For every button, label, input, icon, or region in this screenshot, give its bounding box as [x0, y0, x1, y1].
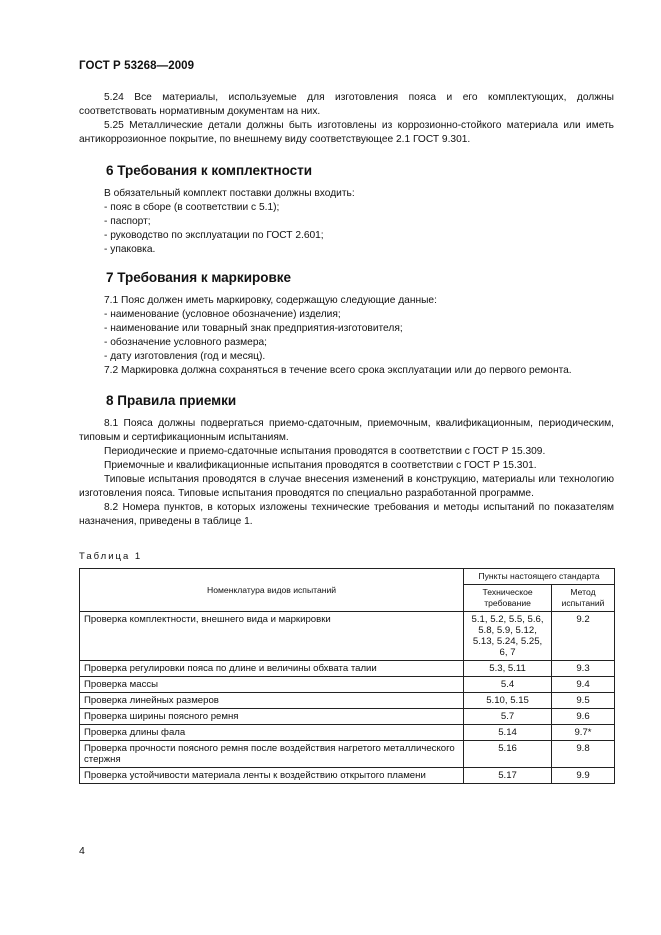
- row-requirement: 5.17: [464, 768, 552, 784]
- row-requirement: 5.10, 5.15: [464, 693, 552, 709]
- section-7-line: 7.1 Пояс должен иметь маркировку, содержащую следующие данные:: [104, 295, 437, 306]
- section-6-body: [79, 187, 614, 257]
- section-6-line: - руководство по эксплуатации по ГОСТ 2.601;: [104, 230, 324, 241]
- section-7-line: - наименование или товарный знак предприятия-изготовителя;: [104, 323, 403, 334]
- page-number: 4: [79, 845, 85, 857]
- section-8-title: 8 Правила приемки: [106, 393, 237, 408]
- section-6-line: - упаковка.: [104, 244, 156, 255]
- section-8-paragraph: Приемочные и квалификационные испытания проводятся в соответствии с ГОСТ Р 15.301.: [104, 460, 537, 471]
- clauses-5: [79, 91, 614, 147]
- table-row: [80, 677, 615, 693]
- row-method: 9.9: [552, 768, 615, 784]
- table-row: [80, 725, 615, 741]
- section-7-line: - дату изготовления (год и месяц).: [104, 351, 266, 362]
- clause-5-25: 5.25 Металлические детали должны быть изготовлены из коррозионно-стойкого материала или иметь антикоррозионное покрытие, по внешнему виду соответствующее 2.1 ГОСТ 9.301.: [79, 120, 614, 145]
- section-6-title: 6 Требования к комплектности: [106, 163, 313, 178]
- section-6-line: - пояс в сборе (в соответствии с 5.1);: [104, 202, 280, 213]
- row-test-name: Проверка комплектности, внешнего вида и маркировки: [80, 612, 464, 661]
- row-test-name: Проверка массы: [80, 677, 464, 693]
- section-6-line: - паспорт;: [104, 216, 151, 227]
- header-test-types: Номенклатура видов испытаний: [80, 569, 464, 612]
- row-method: 9.4: [552, 677, 615, 693]
- header-test-method: Метод испытаний: [552, 585, 615, 612]
- table-header-row: [80, 569, 615, 585]
- table-row: [80, 661, 615, 677]
- row-test-name: Проверка прочности поясного ремня после воздействия нагретого металлического стержня: [80, 741, 464, 768]
- clause-5-24: 5.24 Все материалы, используемые для изготовления пояса и его комплектующих, должны соответствовать нормативным документам на них.: [79, 92, 614, 117]
- row-test-name: Проверка длины фала: [80, 725, 464, 741]
- row-method: 9.5: [552, 693, 615, 709]
- section-7-line: 7.2 Маркировка должна сохраняться в течение всего срока эксплуатации или до первого ремонта.: [104, 365, 572, 376]
- standard-header: ГОСТ Р 53268—2009: [79, 60, 195, 72]
- row-method: 9.2: [552, 612, 615, 661]
- section-6-line: В обязательный комплект поставки должны входить:: [104, 188, 355, 199]
- section-7-line: - наименование (условное обозначение) изделия;: [104, 309, 341, 320]
- table-row: [80, 709, 615, 725]
- header-technical-requirement: Техническое требование: [464, 585, 552, 612]
- section-7-body: [79, 294, 614, 378]
- row-method: 9.7*: [552, 725, 615, 741]
- section-8-paragraph: 8.1 Пояса должны подвергаться приемо-сдаточным, приемочным, квалификационным, периодическим, типовым и сертификационным испытаниям.: [79, 418, 614, 443]
- row-requirement: 5.7: [464, 709, 552, 725]
- table-row: [80, 741, 615, 768]
- row-method: 9.3: [552, 661, 615, 677]
- header-clauses-group: Пункты настоящего стандарта: [464, 569, 615, 585]
- table-caption: Таблица 1: [79, 551, 143, 562]
- row-requirement: 5.3, 5.11: [464, 661, 552, 677]
- row-test-name: Проверка линейных размеров: [80, 693, 464, 709]
- section-8-paragraph: Типовые испытания проводятся в случае внесения изменений в конструкцию, материалы или технологию изготовления пояса. Типовые испытания проводятся по специально разработанной программе.: [79, 474, 614, 499]
- row-test-name: Проверка ширины поясного ремня: [80, 709, 464, 725]
- row-test-name: Проверка регулировки пояса по длине и величины обхвата талии: [80, 661, 464, 677]
- row-requirement: 5.1, 5.2, 5.5, 5.6, 5.8, 5.9, 5.12, 5.13, 5.24, 5.25, 6, 7: [464, 612, 552, 661]
- section-8-body: [79, 417, 614, 529]
- row-test-name: Проверка устойчивости материала ленты к воздействию открытого пламени: [80, 768, 464, 784]
- section-7-line: - обозначение условного размера;: [104, 337, 268, 348]
- row-method: 9.8: [552, 741, 615, 768]
- section-8-paragraph: 8.2 Номера пунктов, в которых изложены технические требования и методы испытаний по показателям назначения, приведены в таблице 1.: [79, 502, 614, 527]
- table-row: [80, 612, 615, 661]
- table-row: [80, 693, 615, 709]
- section-7-title: 7 Требования к маркировке: [106, 270, 292, 285]
- tests-table: [79, 568, 615, 784]
- row-requirement: 5.14: [464, 725, 552, 741]
- row-requirement: 5.16: [464, 741, 552, 768]
- table-row: [80, 768, 615, 784]
- section-8-paragraph: Периодические и приемо-сдаточные испытания проводятся в соответствии с ГОСТ Р 15.309.: [104, 446, 546, 457]
- row-method: 9.6: [552, 709, 615, 725]
- row-requirement: 5.4: [464, 677, 552, 693]
